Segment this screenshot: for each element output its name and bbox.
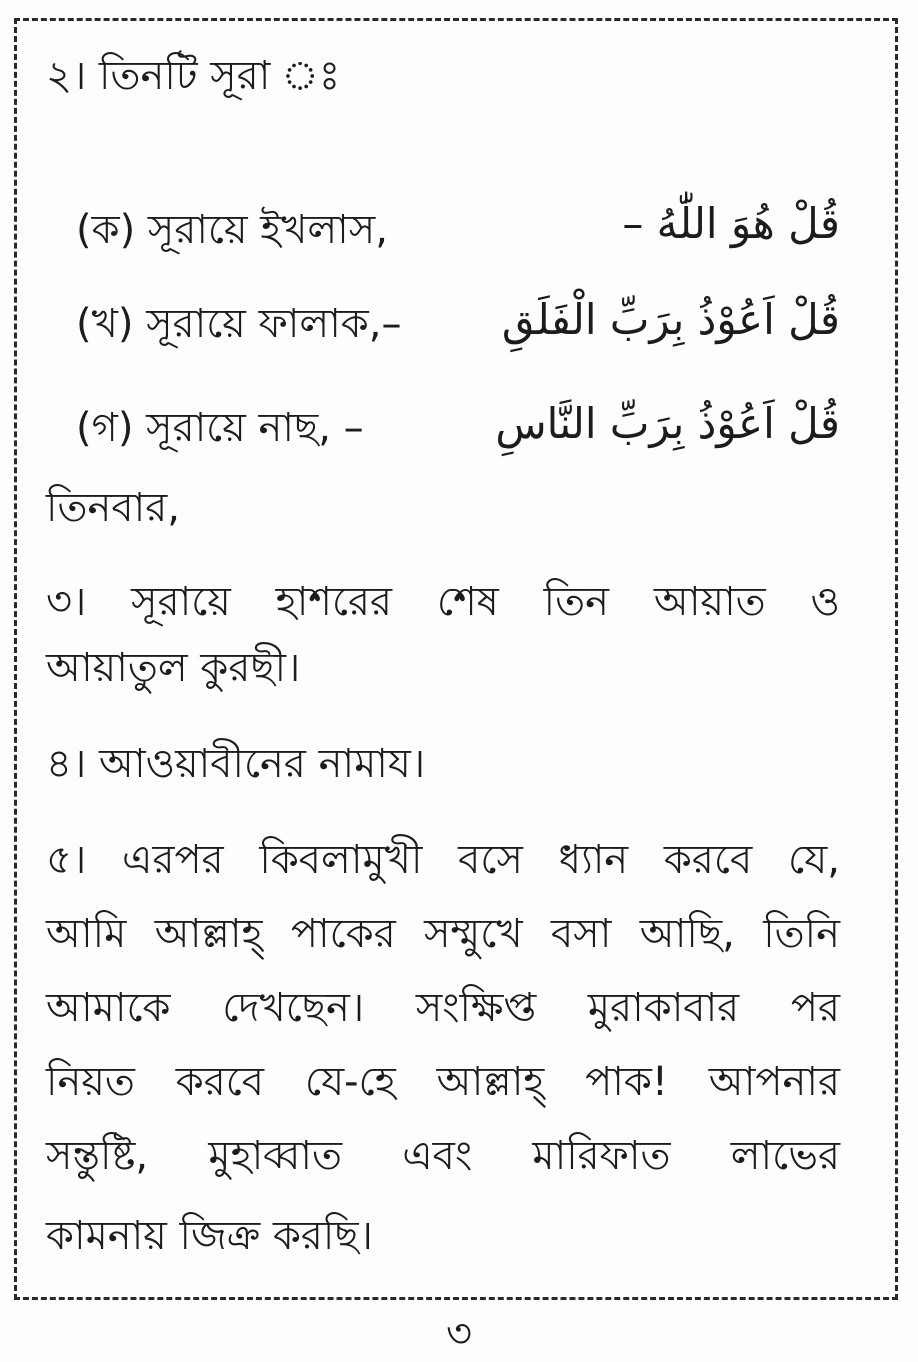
section-3-line: ৩। সূরায়ে হাশরের শেষ তিন আয়াত ও <box>46 579 840 625</box>
section-5-line: নিয়ত করবে যে-হে আল্লাহ্ পাক! আপনার <box>46 1059 840 1105</box>
section-5-line: আমাকে দেখছেন। সংক্ষিপ্ত মুরাকাবার পর <box>46 985 840 1031</box>
page-number: ৩ <box>445 1311 472 1357</box>
surah-item-label: (ক) সূরায়ে ইখলাস, <box>76 207 388 253</box>
section-5-line: কামনায় জিক্র করছি। <box>46 1213 373 1259</box>
section-5-line: ৫। এরপর কিবলামুখী বসে ধ্যান করবে যে, <box>46 837 840 883</box>
surah-item-label: (গ) সূরায়ে নাছ, – <box>76 405 364 451</box>
section-5-line: সন্তুষ্টি, মুহাব্বাত এবং মারিফাত লাভের <box>46 1133 840 1179</box>
section-5-line: আমি আল্লাহ্ পাকের সম্মুখে বসা আছি, তিনি <box>46 911 840 957</box>
surah-arabic-text: قُلْ هُوَ اللّٰهُ – <box>622 199 840 248</box>
surah-item-label: (খ) সূরায়ে ফালাক,– <box>76 301 402 347</box>
times-note: তিনবার, <box>46 485 180 531</box>
surah-arabic-text: قُلْ اَعُوْذُ بِرَبِّ الْفَلَقِ <box>501 295 840 344</box>
surah-arabic-text: قُلْ اَعُوْذُ بِرَبِّ النَّاسِ <box>495 399 840 448</box>
section-2-heading: ২। তিনটি সূরা ঃ <box>46 53 341 99</box>
section-3-line: আয়াতুল কুরছী। <box>46 645 301 691</box>
section-4-line: ৪। আওয়াবীনের নামায। <box>46 741 426 787</box>
